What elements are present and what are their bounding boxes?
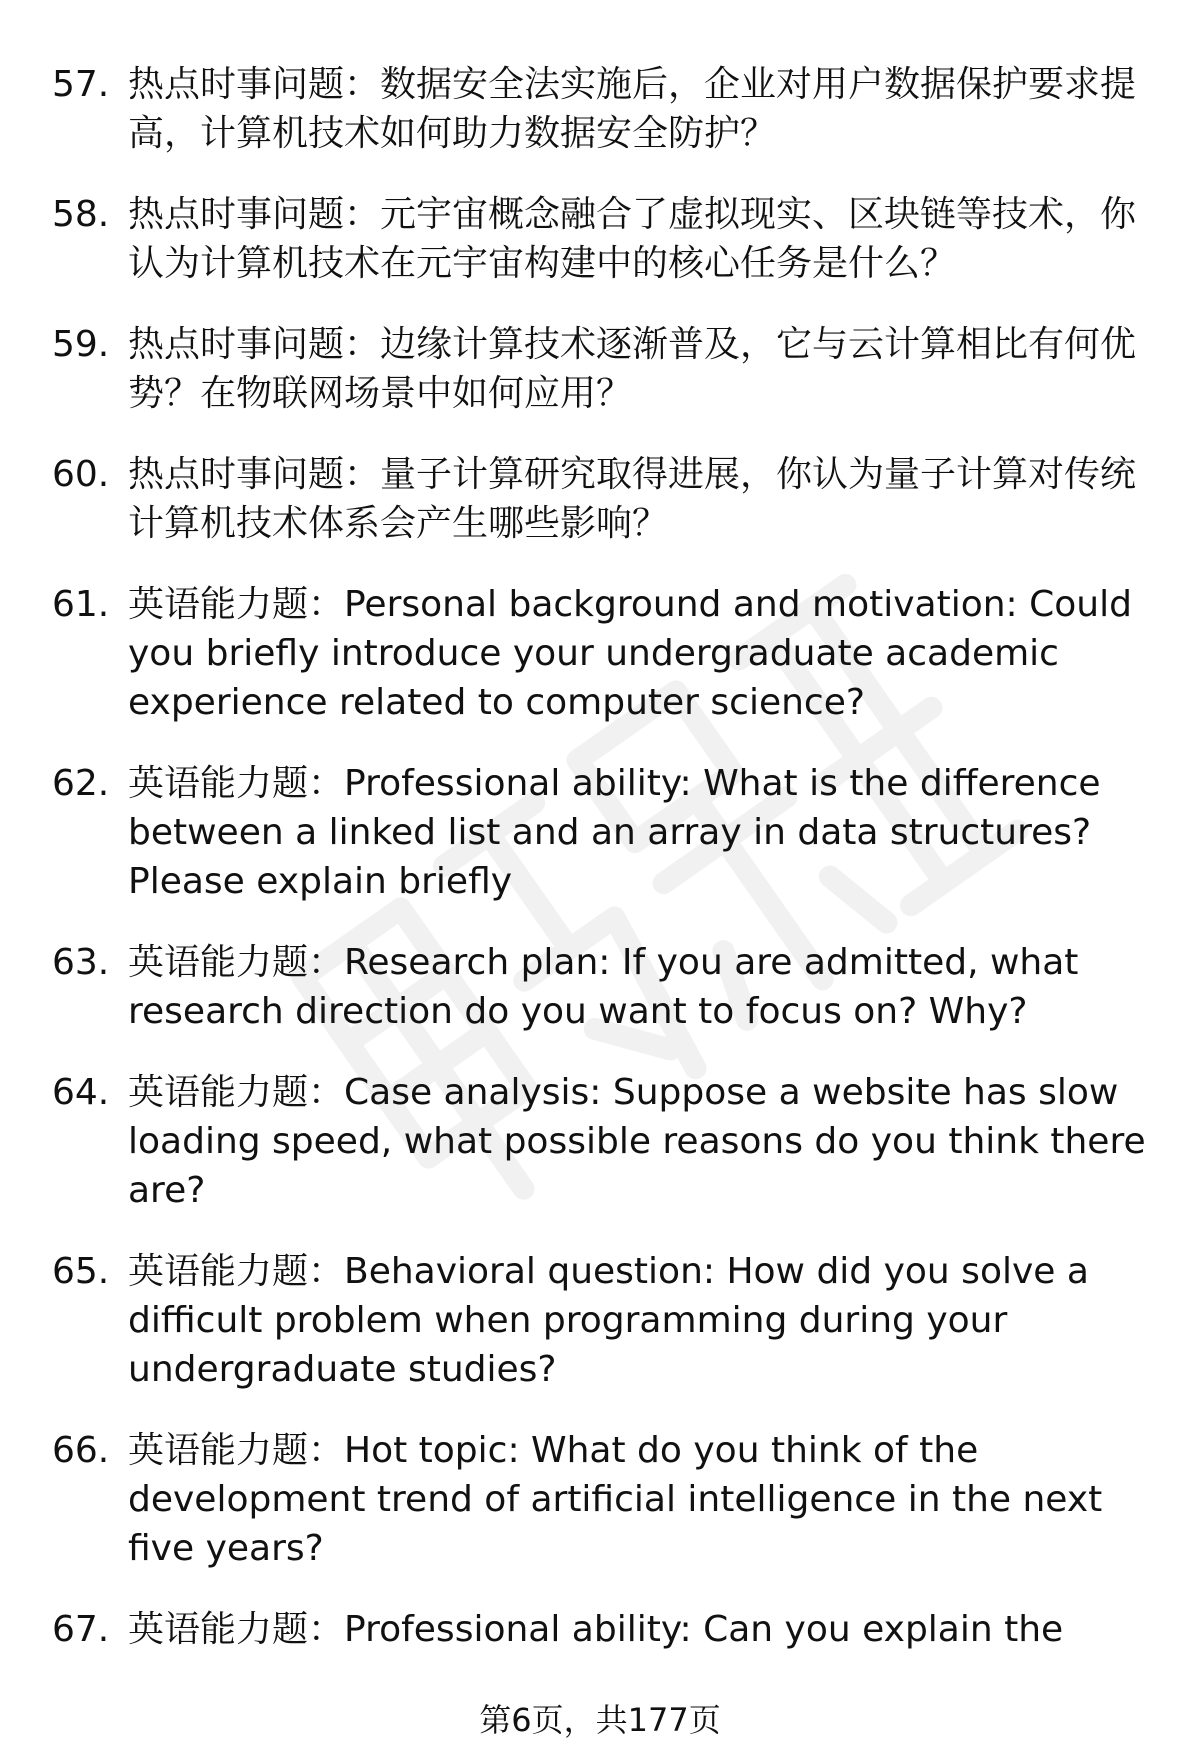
question-text: 英语能力题：Research plan: If you are admitted, what research direction do you want to focus on? Why? bbox=[128, 942, 1079, 1032]
question-item bbox=[52, 580, 1162, 727]
question-item bbox=[52, 759, 1162, 906]
question-item bbox=[52, 450, 1162, 548]
question-number: 59. bbox=[52, 324, 110, 365]
question-number: 63. bbox=[52, 942, 110, 983]
question-text: 热点时事问题：元宇宙概念融合了虚拟现实、区块链等技术，你认为计算机技术在元宇宙构建中的核心任务是什么？ bbox=[128, 194, 1137, 284]
question-item bbox=[52, 1605, 1162, 1654]
page-number-label: 第6页，共177页 bbox=[479, 1701, 721, 1739]
question-number: 58. bbox=[52, 194, 110, 235]
page-footer bbox=[0, 1700, 1200, 1740]
question-item bbox=[52, 190, 1162, 288]
question-list bbox=[52, 60, 1162, 1686]
question-text: 英语能力题：Case analysis: Suppose a website has slow loading speed, what possible reasons do you think there are? bbox=[128, 1072, 1146, 1211]
question-text: 热点时事问题：数据安全法实施后，企业对用户数据保护要求提高，计算机技术如何助力数据安全防护？ bbox=[128, 64, 1137, 154]
question-text: 英语能力题：Personal background and motivation: Could you briefly introduce your undergraduate academic experience related to computer science? bbox=[128, 584, 1132, 723]
question-item bbox=[52, 1426, 1162, 1573]
question-number: 65. bbox=[52, 1251, 110, 1292]
question-text: 英语能力题：Professional ability: What is the difference between a linked list and an array in data structures? Please explain briefly bbox=[128, 763, 1101, 902]
question-text: 英语能力题：Professional ability: Can you explain the bbox=[128, 1609, 1064, 1650]
question-text: 英语能力题：Hot topic: What do you think of the development trend of artificial intelligence in the next five years? bbox=[128, 1430, 1103, 1569]
question-text: 英语能力题：Behavioral question: How did you solve a difficult problem when programming during your undergraduate studies? bbox=[128, 1251, 1089, 1390]
question-item bbox=[52, 1247, 1162, 1394]
question-item bbox=[52, 60, 1162, 158]
question-number: 61. bbox=[52, 584, 110, 625]
question-number: 64. bbox=[52, 1072, 110, 1113]
question-number: 60. bbox=[52, 454, 110, 495]
question-number: 62. bbox=[52, 763, 110, 804]
question-number: 67. bbox=[52, 1609, 110, 1650]
question-item bbox=[52, 320, 1162, 418]
question-item bbox=[52, 938, 1162, 1036]
question-number: 66. bbox=[52, 1430, 110, 1471]
question-text: 热点时事问题：量子计算研究取得进展，你认为量子计算对传统计算机技术体系会产生哪些影响？ bbox=[128, 454, 1137, 544]
question-item bbox=[52, 1068, 1162, 1215]
question-number: 57. bbox=[52, 64, 110, 105]
question-text: 热点时事问题：边缘计算技术逐渐普及，它与云计算相比有何优势？在物联网场景中如何应用？ bbox=[128, 324, 1137, 414]
